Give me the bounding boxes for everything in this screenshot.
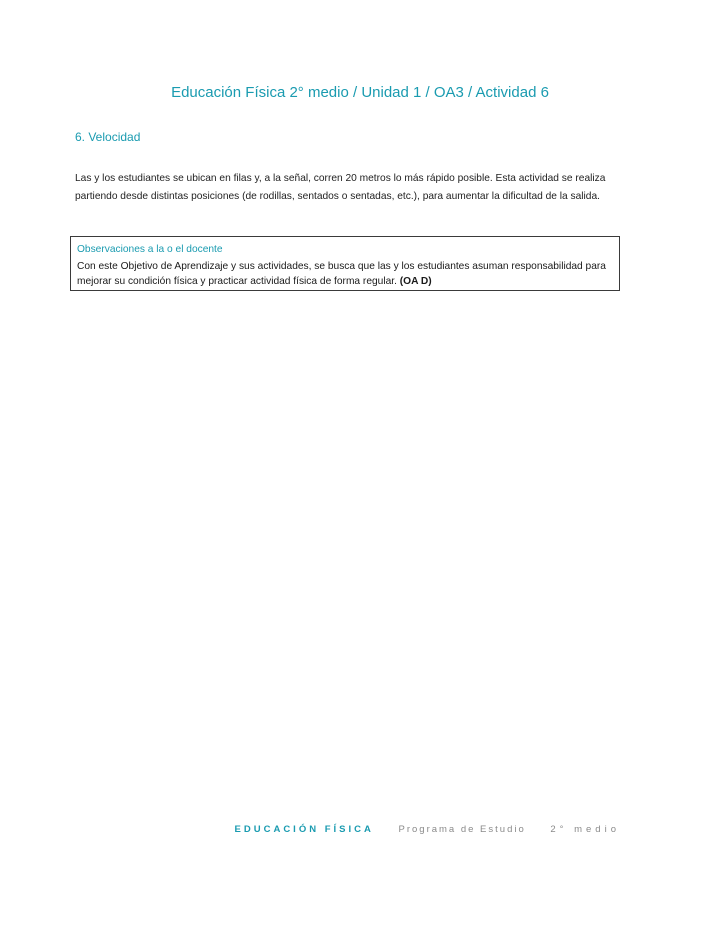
observations-title: Observaciones a la o el docente: [77, 244, 223, 255]
activity-heading: 6. Velocidad: [75, 130, 141, 144]
footer-subject: EDUCACIÓN FÍSICA: [234, 824, 374, 835]
footer-grade: 2° medio: [550, 824, 620, 835]
page-title: Educación Física 2° medio / Unidad 1 / OA3 / Actividad 6: [171, 84, 549, 101]
observations-body: Con este Objetivo de Aprendizaje y sus actividades, se busca que las y los estudiantes asuman responsabilidad para mejorar su condición física y practicar actividad física de forma regular.: [77, 261, 606, 287]
page-footer: [235, 824, 620, 835]
activity-description: Las y los estudiantes se ubican en filas y, a la señal, corren 20 metros lo más rápido posible. Esta actividad se realiza partiendo desde distintas posiciones (de rodillas, sentados o sentadas, etc.), para aumentar la dificultad de la salida.: [75, 173, 606, 202]
observations-reference: (OA D): [399, 276, 432, 287]
teacher-observations-box: [70, 236, 620, 291]
footer-program: Programa de Estudio: [398, 824, 526, 835]
observations-text: [77, 259, 613, 289]
